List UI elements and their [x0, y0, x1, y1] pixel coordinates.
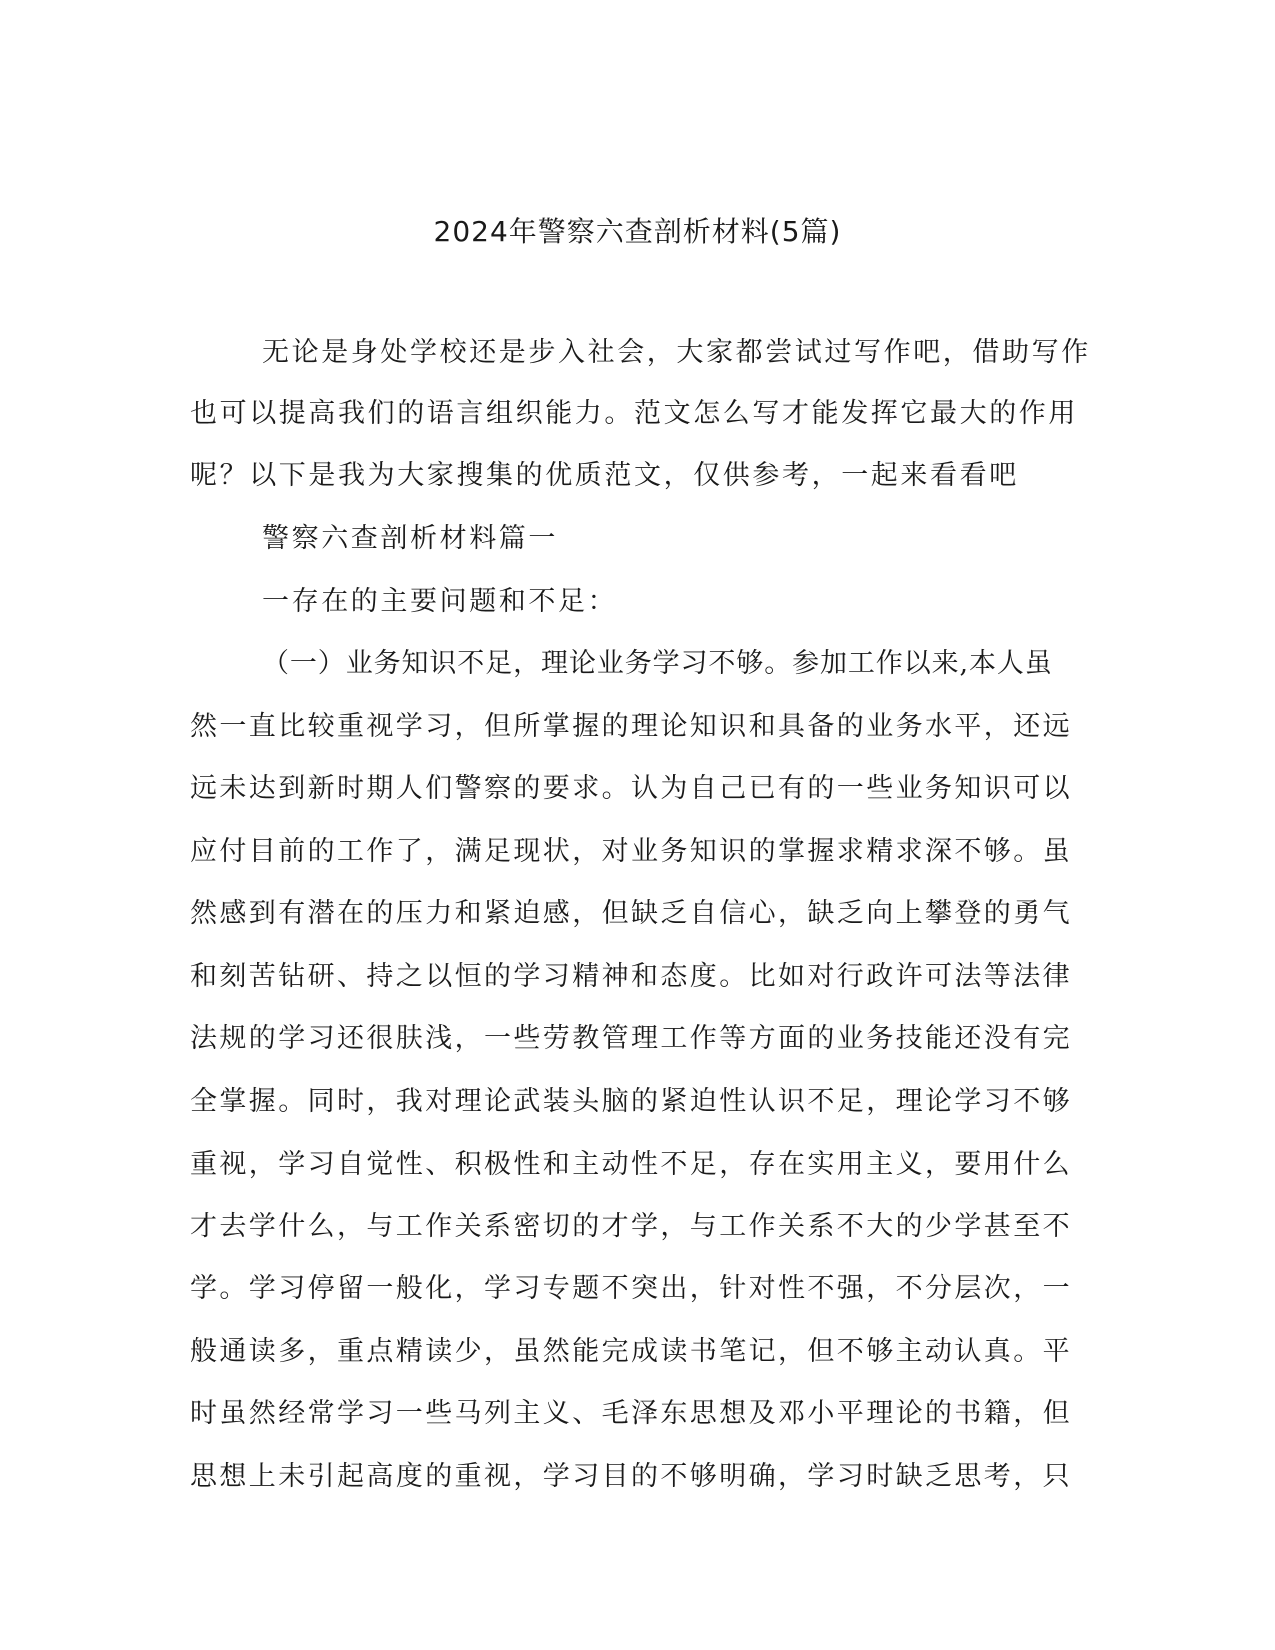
- intro-line-3: 呢？以下是我为大家搜集的优质范文，仅供参考，一起来看看吧: [190, 460, 1019, 491]
- body-line: 和刻苦钻研、持之以恒的学习精神和态度。比如对行政许可法等法律: [190, 961, 1072, 992]
- body-line: 重视，学习自觉性、积极性和主动性不足，存在实用主义，要用什么: [190, 1149, 1072, 1180]
- body-line: 才去学什么，与工作关系密切的才学，与工作关系不大的少学甚至不: [190, 1211, 1072, 1242]
- body-line: （一）业务知识不足，理论业务学习不够。参加工作以来,本人虽: [262, 648, 1053, 679]
- body-line: 然感到有潜在的压力和紧迫感，但缺乏自信心，缺乏向上攀登的勇气: [190, 898, 1072, 929]
- intro-line-2: 也可以提高我们的语言组织能力。范文怎么写才能发挥它最大的作用: [190, 398, 1078, 429]
- body-line: 法规的学习还很肤浅，一些劳教管理工作等方面的业务技能还没有完: [190, 1023, 1072, 1054]
- body-line: 远未达到新时期人们警察的要求。认为自己已有的一些业务知识可以: [190, 773, 1072, 804]
- document-title: 2024年警察六查剖析材料(5篇): [433, 215, 842, 248]
- section-heading: 警察六查剖析材料篇一: [262, 523, 558, 554]
- intro-line-1: 无论是身处学校还是步入社会，大家都尝试过写作吧，借助写作: [262, 337, 1091, 368]
- body-line: 时虽然经常学习一些马列主义、毛泽东思想及邓小平理论的书籍，但: [190, 1398, 1072, 1429]
- body-line: 然一直比较重视学习，但所掌握的理论知识和具备的业务水平，还远: [190, 711, 1072, 742]
- body-line: 全掌握。同时，我对理论武装头脑的紧迫性认识不足，理论学习不够: [190, 1086, 1072, 1117]
- subsection-heading: 一存在的主要问题和不足：: [262, 586, 618, 617]
- body-line: 思想上未引起高度的重视，学习目的不够明确，学习时缺乏思考，只: [190, 1461, 1072, 1492]
- body-line: 般通读多，重点精读少，虽然能完成读书笔记，但不够主动认真。平: [190, 1336, 1072, 1367]
- body-line: 应付目前的工作了，满足现状，对业务知识的掌握求精求深不够。虽: [190, 836, 1072, 867]
- body-line: 学。学习停留一般化，学习专题不突出，针对性不强，不分层次，一: [190, 1273, 1072, 1304]
